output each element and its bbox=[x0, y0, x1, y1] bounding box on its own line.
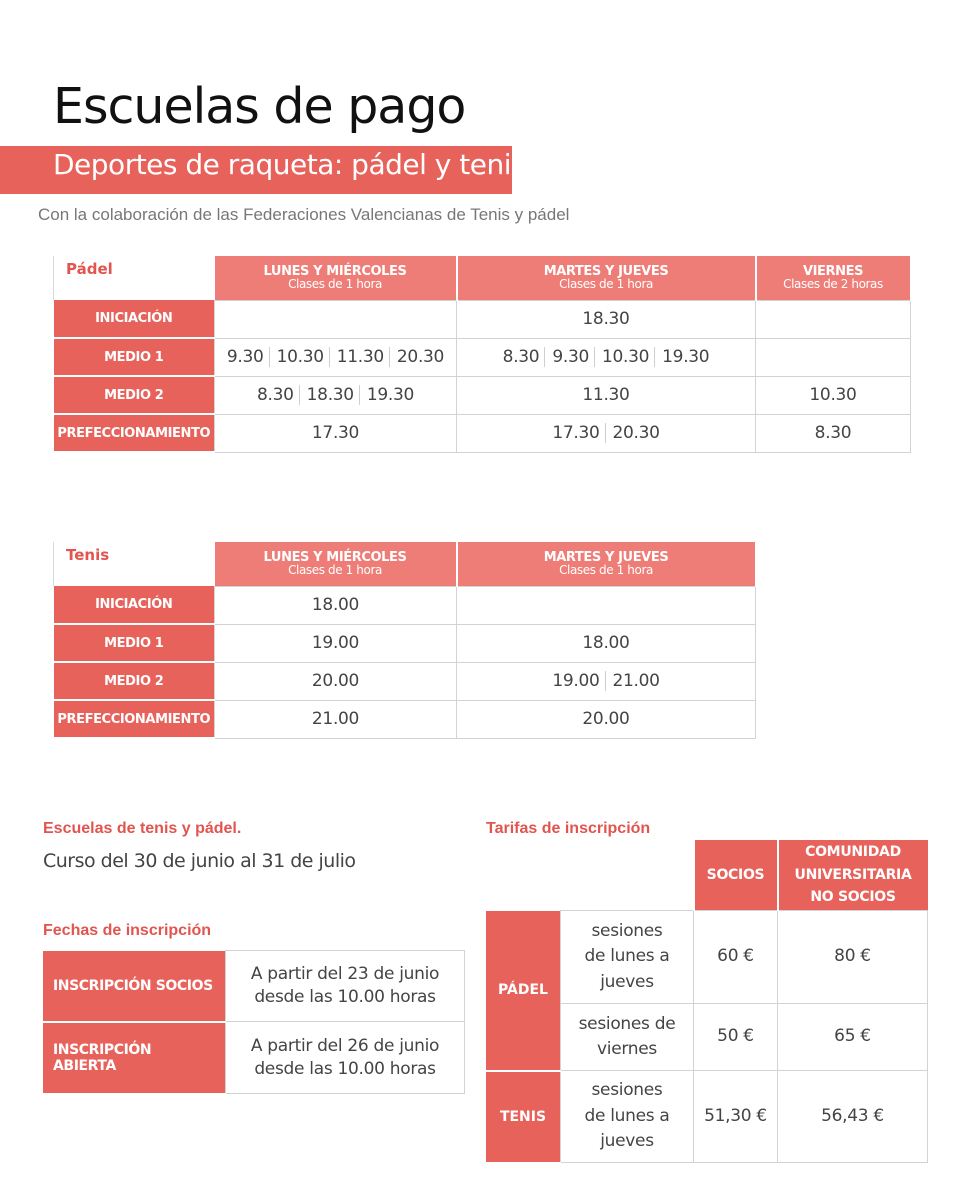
table-row bbox=[54, 624, 756, 662]
schedule-cell bbox=[756, 300, 911, 338]
time-slot: 20.30 bbox=[389, 347, 444, 367]
table-row bbox=[54, 700, 756, 738]
day-name: LUNES Y MIÉRCOLES bbox=[263, 549, 407, 565]
time-slot: 18.00 bbox=[582, 633, 630, 653]
time-slot: 20.00 bbox=[311, 671, 360, 691]
time-slot: 19.30 bbox=[654, 347, 709, 367]
schedule-cell bbox=[215, 662, 457, 700]
tenis-day-header bbox=[215, 542, 457, 586]
level-label: MEDIO 2 bbox=[54, 662, 215, 700]
schedule-cell bbox=[457, 662, 756, 700]
time-slot: 19.30 bbox=[359, 385, 414, 405]
time-slot: 10.30 bbox=[594, 347, 649, 367]
time-slot: 18.00 bbox=[311, 595, 360, 615]
time-slot: 20.00 bbox=[582, 709, 630, 729]
time-slot: 11.30 bbox=[582, 385, 630, 405]
socios-price: 50 € bbox=[694, 1004, 778, 1071]
padel-fee-label: PÁDEL bbox=[486, 911, 561, 1071]
level-label: MEDIO 1 bbox=[54, 338, 215, 376]
fee-description bbox=[561, 911, 694, 1004]
day-subtitle: Clases de 1 hora bbox=[288, 563, 382, 578]
registration-label: Fechas de inscripción bbox=[43, 922, 212, 939]
time-slot: 21.00 bbox=[311, 709, 360, 729]
tenis-schedule-table bbox=[53, 542, 757, 739]
table-row bbox=[54, 662, 756, 700]
socios-price: 51,30 € bbox=[694, 1071, 778, 1163]
fees-label: Tarifas de inscripción bbox=[486, 820, 651, 837]
nosocios-header-line: COMUNIDAD bbox=[805, 844, 901, 861]
course-dates: Curso del 30 de junio al 31 de julio bbox=[43, 850, 356, 872]
padel-day-header bbox=[215, 256, 457, 300]
padel-day-header bbox=[457, 256, 756, 300]
schedule-cell bbox=[756, 414, 911, 452]
schedule-cell bbox=[457, 300, 756, 338]
time-slot: 9.30 bbox=[226, 347, 264, 367]
fee-desc-line: de lunes a bbox=[584, 1105, 670, 1126]
time-slot: 10.30 bbox=[809, 385, 857, 405]
time-slot: 9.30 bbox=[544, 347, 589, 367]
table-row bbox=[54, 300, 911, 338]
fee-desc-line: sesiones bbox=[591, 920, 663, 941]
time-slot: 10.30 bbox=[269, 347, 324, 367]
schedule-cell bbox=[215, 414, 457, 452]
fee-description bbox=[561, 1004, 694, 1071]
level-label: INICIACIÓN bbox=[54, 586, 215, 624]
tenis-day-header bbox=[457, 542, 756, 586]
registration-type: INSCRIPCIÓN ABIERTA bbox=[43, 1022, 226, 1094]
fee-desc-line: sesiones de bbox=[578, 1013, 676, 1034]
schedule-cell bbox=[215, 624, 457, 662]
day-name: VIERNES bbox=[802, 263, 864, 279]
time-slot: 19.00 bbox=[552, 671, 600, 691]
tenis-fee-label: TENIS bbox=[486, 1071, 561, 1163]
registration-type: INSCRIPCIÓN SOCIOS bbox=[43, 951, 226, 1022]
registration-date-line: A partir del 23 de junio bbox=[250, 964, 440, 985]
fee-desc-line: jueves bbox=[600, 971, 654, 992]
padel-schedule-table bbox=[53, 256, 912, 453]
schedule-cell bbox=[215, 700, 457, 738]
level-label: INICIACIÓN bbox=[54, 300, 215, 338]
schedule-cell bbox=[457, 338, 756, 376]
schedule-cell bbox=[756, 338, 911, 376]
time-slot: 17.30 bbox=[552, 423, 600, 443]
level-label: MEDIO 2 bbox=[54, 376, 215, 414]
schedule-cell bbox=[215, 300, 457, 338]
nosocios-price: 65 € bbox=[778, 1004, 928, 1071]
time-slot: 17.30 bbox=[311, 423, 360, 443]
table-row bbox=[54, 376, 911, 414]
nosocios-header-line: UNIVERSITARIA bbox=[794, 866, 912, 883]
day-subtitle: Clases de 1 hora bbox=[288, 277, 382, 292]
fee-desc-line: jueves bbox=[600, 1131, 654, 1152]
table-row bbox=[43, 1022, 465, 1094]
fees-table bbox=[486, 840, 928, 1164]
course-label: Escuelas de tenis y pádel. bbox=[43, 820, 242, 837]
schedule-cell bbox=[457, 586, 756, 624]
socios-header: SOCIOS bbox=[694, 840, 778, 911]
fee-desc-line: sesiones bbox=[591, 1080, 663, 1101]
schedule-cell bbox=[457, 414, 756, 452]
day-subtitle: Clases de 1 hora bbox=[559, 563, 653, 578]
nosocios-price: 80 € bbox=[778, 911, 928, 1004]
registration-time-line: desde las 10.00 horas bbox=[254, 987, 436, 1007]
schedule-cell bbox=[457, 376, 756, 414]
day-name: MARTES Y JUEVES bbox=[543, 263, 669, 279]
registration-date bbox=[226, 1022, 465, 1094]
time-slot: 18.30 bbox=[582, 309, 630, 329]
time-slot: 8.30 bbox=[257, 385, 294, 405]
schedule-cell bbox=[215, 586, 457, 624]
day-name: LUNES Y MIÉRCOLES bbox=[263, 263, 407, 279]
time-slot: 19.00 bbox=[311, 633, 360, 653]
table-row bbox=[54, 338, 911, 376]
registration-time-line: desde las 10.00 horas bbox=[254, 1058, 436, 1079]
table-row bbox=[486, 911, 928, 1004]
level-label: MEDIO 1 bbox=[54, 624, 215, 662]
registration-date-line: A partir del 26 de junio bbox=[250, 1035, 440, 1056]
registration-date bbox=[226, 951, 465, 1022]
page-title: Escuelas de pago bbox=[53, 78, 466, 135]
page-subtitle: Deportes de raqueta: pádel y tenis bbox=[53, 148, 526, 181]
day-subtitle: Clases de 2 horas bbox=[783, 277, 883, 292]
table-row bbox=[54, 586, 756, 624]
fees-blank-header bbox=[486, 840, 694, 911]
time-slot: 8.30 bbox=[814, 423, 852, 443]
tenis-table-label: Tenis bbox=[54, 542, 215, 586]
time-slot: 18.30 bbox=[299, 385, 354, 405]
level-label: PREFECCIONAMIENTO bbox=[54, 700, 215, 738]
table-row bbox=[43, 951, 465, 1022]
registration-table bbox=[43, 950, 465, 1095]
time-slot: 8.30 bbox=[502, 347, 540, 367]
schedule-cell bbox=[756, 376, 911, 414]
table-row bbox=[54, 414, 911, 452]
fee-desc-line: viernes bbox=[597, 1039, 657, 1059]
collaboration-note: Con la colaboración de las Federaciones Valencianas de Tenis y pádel bbox=[38, 205, 570, 224]
time-slot: 11.30 bbox=[329, 347, 384, 367]
level-label: PREFECCIONAMIENTO bbox=[54, 414, 215, 452]
day-name: MARTES Y JUEVES bbox=[543, 549, 669, 565]
fee-description bbox=[561, 1071, 694, 1163]
time-slot: 21.00 bbox=[605, 671, 660, 691]
schedule-cell bbox=[215, 338, 457, 376]
padel-table-label: Pádel bbox=[54, 256, 215, 300]
schedule-cell bbox=[215, 376, 457, 414]
schedule-cell bbox=[457, 624, 756, 662]
table-row bbox=[486, 1071, 928, 1163]
padel-day-header bbox=[756, 256, 911, 300]
nosocios-header-line: NO SOCIOS bbox=[810, 889, 896, 906]
day-subtitle: Clases de 1 hora bbox=[559, 277, 653, 292]
fee-desc-line: de lunes a bbox=[584, 946, 670, 967]
nosocios-price: 56,43 € bbox=[778, 1071, 928, 1163]
nosocios-header bbox=[778, 840, 928, 911]
schedule-cell bbox=[457, 700, 756, 738]
socios-price: 60 € bbox=[694, 911, 778, 1004]
time-slot: 20.30 bbox=[605, 423, 660, 443]
